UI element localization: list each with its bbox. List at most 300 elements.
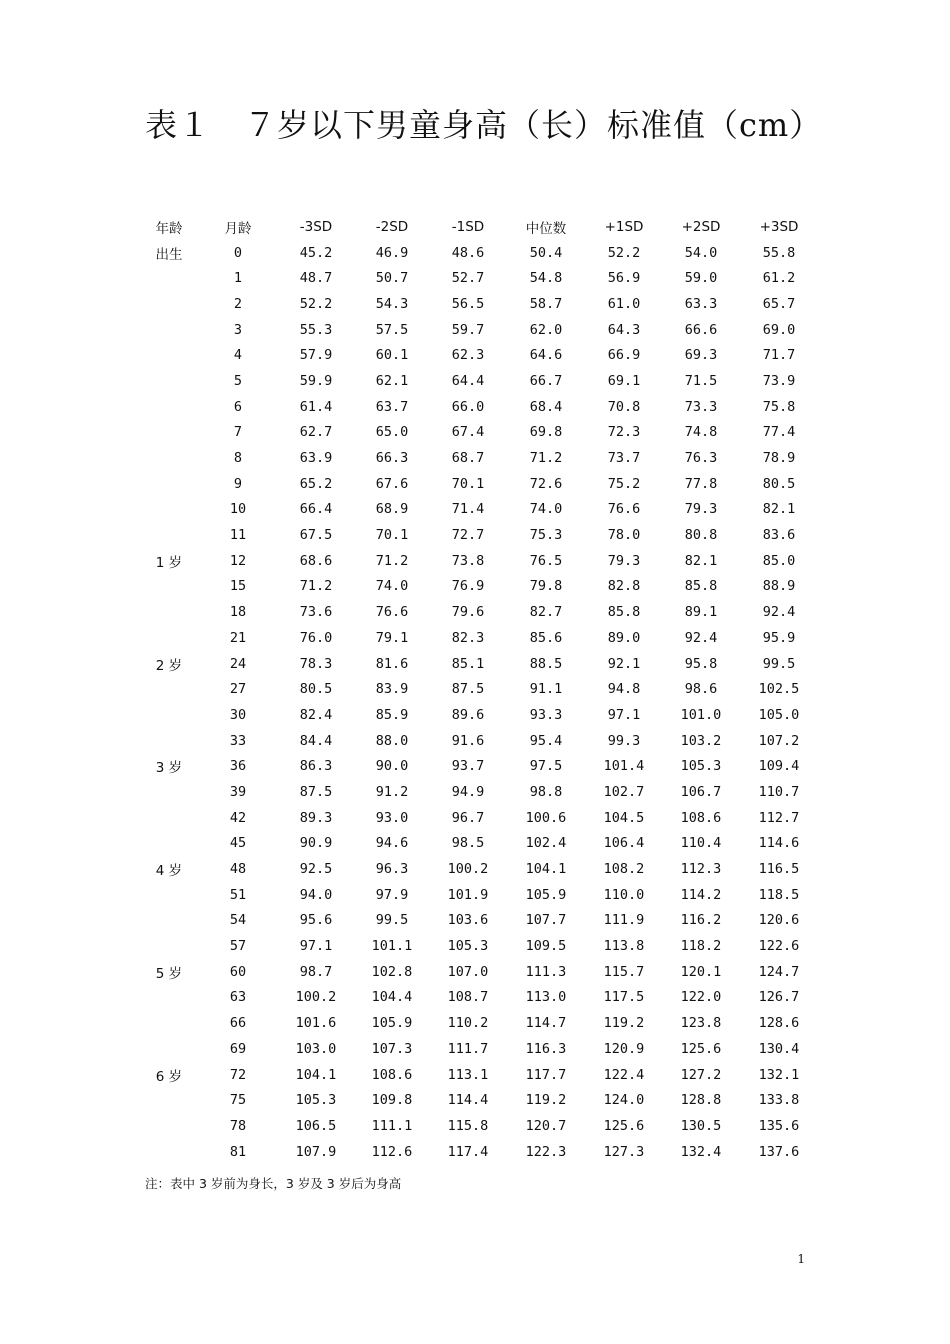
cell-month: 5: [233, 372, 243, 389]
cell-plus3sd: 83.6: [762, 527, 796, 544]
cell-median: 109.5: [525, 938, 567, 955]
cell-month: 66: [229, 1015, 247, 1032]
cell-age: [140, 779, 198, 805]
cell-minus3sd: 104.1: [295, 1066, 337, 1083]
cell-minus3sd: 63.9: [299, 450, 333, 467]
cell-plus3sd: 80.5: [762, 475, 796, 492]
table-row: [140, 1113, 818, 1139]
cell-plus1sd: 101.4: [603, 758, 645, 775]
cell-minus2sd: 71.2: [375, 552, 409, 569]
cell-minus3sd: 101.6: [295, 1015, 337, 1032]
cell-plus2sd: 71.5: [684, 372, 718, 389]
cell-month: 36: [229, 758, 247, 775]
cell-minus2sd: 93.0: [375, 809, 409, 826]
page-number: 1: [797, 1252, 805, 1266]
column-header-month: 月龄: [224, 220, 252, 237]
cell-minus1sd: 94.9: [451, 783, 485, 800]
cell-median: 88.5: [529, 655, 563, 672]
table-row: [140, 574, 818, 600]
cell-plus2sd: 114.2: [680, 886, 722, 903]
cell-median: 117.7: [525, 1066, 567, 1083]
cell-minus1sd: 56.5: [451, 295, 485, 312]
table-row: [140, 753, 818, 779]
cell-month: 4: [233, 347, 243, 364]
cell-plus3sd: 99.5: [762, 655, 796, 672]
cell-month: 9: [233, 475, 243, 492]
table-row: [140, 856, 818, 882]
cell-plus3sd: 102.5: [758, 681, 800, 698]
cell-minus2sd: 79.1: [375, 629, 409, 646]
cell-minus2sd: 105.9: [371, 1015, 413, 1032]
cell-age: [140, 728, 198, 754]
cell-plus2sd: 82.1: [684, 552, 718, 569]
cell-plus3sd: 95.9: [762, 629, 796, 646]
cell-month: 6: [233, 398, 243, 415]
cell-plus3sd: 105.0: [758, 706, 800, 723]
cell-plus3sd: 133.8: [758, 1092, 800, 1109]
cell-age: [140, 908, 198, 934]
cell-plus3sd: 71.7: [762, 347, 796, 364]
cell-minus2sd: 68.9: [375, 501, 409, 518]
cell-plus3sd: 130.4: [758, 1040, 800, 1057]
cell-plus2sd: 66.6: [684, 321, 718, 338]
cell-age: 6 岁: [155, 1068, 183, 1085]
cell-age: [140, 291, 198, 317]
table-row: [140, 522, 818, 548]
table-row: [140, 548, 818, 574]
cell-minus3sd: 89.3: [299, 809, 333, 826]
cell-plus3sd: 88.9: [762, 578, 796, 595]
cell-plus1sd: 115.7: [603, 963, 645, 980]
cell-minus2sd: 65.0: [375, 424, 409, 441]
cell-minus3sd: 59.9: [299, 372, 333, 389]
cell-plus3sd: 114.6: [758, 835, 800, 852]
cell-age: [140, 342, 198, 368]
cell-minus3sd: 97.1: [299, 938, 333, 955]
cell-plus1sd: 70.8: [607, 398, 641, 415]
cell-plus2sd: 73.3: [684, 398, 718, 415]
cell-minus2sd: 54.3: [375, 295, 409, 312]
cell-plus3sd: 110.7: [758, 783, 800, 800]
table-row: [140, 1062, 818, 1088]
cell-median: 98.8: [529, 783, 563, 800]
cell-plus2sd: 122.0: [680, 989, 722, 1006]
cell-plus2sd: 101.0: [680, 706, 722, 723]
cell-minus3sd: 84.4: [299, 732, 333, 749]
table-row: [140, 497, 818, 523]
cell-plus3sd: 107.2: [758, 732, 800, 749]
cell-plus2sd: 89.1: [684, 604, 718, 621]
cell-plus2sd: 130.5: [680, 1117, 722, 1134]
cell-minus3sd: 100.2: [295, 989, 337, 1006]
cell-median: 105.9: [525, 886, 567, 903]
cell-month: 39: [229, 783, 247, 800]
column-header-minus3sd: -3SD: [299, 218, 333, 235]
table-row: [140, 676, 818, 702]
cell-minus2sd: 96.3: [375, 861, 409, 878]
cell-minus3sd: 73.6: [299, 604, 333, 621]
cell-age: [140, 265, 198, 291]
cell-minus2sd: 104.4: [371, 989, 413, 1006]
table-row: [140, 317, 818, 343]
cell-median: 104.1: [525, 861, 567, 878]
cell-minus2sd: 102.8: [371, 963, 413, 980]
cell-plus2sd: 85.8: [684, 578, 718, 595]
cell-month: 12: [229, 552, 247, 569]
cell-age: [140, 1139, 198, 1165]
cell-month: 24: [229, 655, 247, 672]
column-header-minus1sd: -1SD: [451, 218, 485, 235]
cell-month: 2: [233, 295, 243, 312]
cell-minus3sd: 61.4: [299, 398, 333, 415]
cell-plus2sd: 80.8: [684, 527, 718, 544]
page-title: 表１ ７岁以下男童身高（长）标准值（cm）: [145, 106, 823, 144]
cell-plus1sd: 99.3: [607, 732, 641, 749]
cell-plus1sd: 85.8: [607, 604, 641, 621]
cell-plus3sd: 78.9: [762, 450, 796, 467]
cell-median: 111.3: [525, 963, 567, 980]
cell-minus3sd: 78.3: [299, 655, 333, 672]
cell-minus2sd: 57.5: [375, 321, 409, 338]
cell-month: 78: [229, 1117, 247, 1134]
cell-plus1sd: 73.7: [607, 450, 641, 467]
cell-minus1sd: 71.4: [451, 501, 485, 518]
cell-minus1sd: 67.4: [451, 424, 485, 441]
table-row: [140, 831, 818, 857]
cell-minus3sd: 86.3: [299, 758, 333, 775]
cell-plus3sd: 126.7: [758, 989, 800, 1006]
cell-minus1sd: 117.4: [447, 1143, 489, 1160]
table-row: [140, 779, 818, 805]
cell-plus3sd: 77.4: [762, 424, 796, 441]
cell-minus1sd: 70.1: [451, 475, 485, 492]
cell-median: 79.8: [529, 578, 563, 595]
cell-minus3sd: 66.4: [299, 501, 333, 518]
cell-plus1sd: 76.6: [607, 501, 641, 518]
cell-minus3sd: 57.9: [299, 347, 333, 364]
cell-minus3sd: 45.2: [299, 244, 333, 261]
cell-minus3sd: 52.2: [299, 295, 333, 312]
table-row: [140, 265, 818, 291]
cell-minus3sd: 62.7: [299, 424, 333, 441]
cell-plus1sd: 127.3: [603, 1143, 645, 1160]
cell-median: 66.7: [529, 372, 563, 389]
cell-minus1sd: 96.7: [451, 809, 485, 826]
cell-minus3sd: 76.0: [299, 629, 333, 646]
column-header-median: 中位数: [525, 220, 567, 237]
cell-month: 42: [229, 809, 247, 826]
cell-minus3sd: 106.5: [295, 1117, 337, 1134]
cell-plus2sd: 110.4: [680, 835, 722, 852]
cell-median: 58.7: [529, 295, 563, 312]
cell-minus2sd: 74.0: [375, 578, 409, 595]
cell-plus1sd: 122.4: [603, 1066, 645, 1083]
cell-minus1sd: 115.8: [447, 1117, 489, 1134]
cell-minus1sd: 87.5: [451, 681, 485, 698]
cell-minus2sd: 88.0: [375, 732, 409, 749]
cell-median: 82.7: [529, 604, 563, 621]
cell-minus1sd: 91.6: [451, 732, 485, 749]
cell-minus2sd: 97.9: [375, 886, 409, 903]
table-row: [140, 1139, 818, 1165]
cell-minus1sd: 68.7: [451, 450, 485, 467]
cell-median: 100.6: [525, 809, 567, 826]
cell-month: 1: [233, 270, 243, 287]
cell-minus3sd: 90.9: [299, 835, 333, 852]
cell-minus2sd: 90.0: [375, 758, 409, 775]
table-row: [140, 908, 818, 934]
cell-age: [140, 702, 198, 728]
cell-minus2sd: 50.7: [375, 270, 409, 287]
cell-month: 0: [233, 244, 243, 261]
cell-plus3sd: 73.9: [762, 372, 796, 389]
cell-minus1sd: 93.7: [451, 758, 485, 775]
cell-age: [140, 317, 198, 343]
table-row: [140, 651, 818, 677]
cell-minus2sd: 111.1: [371, 1117, 413, 1134]
cell-age: [140, 574, 198, 600]
cell-age: 5 岁: [155, 965, 183, 982]
cell-age: [140, 1010, 198, 1036]
cell-median: 69.8: [529, 424, 563, 441]
cell-age: 2 岁: [155, 657, 183, 674]
cell-plus1sd: 125.6: [603, 1117, 645, 1134]
cell-plus3sd: 65.7: [762, 295, 796, 312]
cell-month: 57: [229, 938, 247, 955]
cell-minus1sd: 98.5: [451, 835, 485, 852]
cell-plus3sd: 122.6: [758, 938, 800, 955]
table-row: [140, 445, 818, 471]
cell-minus3sd: 95.6: [299, 912, 333, 929]
cell-plus2sd: 123.8: [680, 1015, 722, 1032]
cell-median: 93.3: [529, 706, 563, 723]
cell-minus1sd: 110.2: [447, 1015, 489, 1032]
cell-minus1sd: 72.7: [451, 527, 485, 544]
cell-median: 116.3: [525, 1040, 567, 1057]
cell-plus2sd: 59.0: [684, 270, 718, 287]
cell-median: 74.0: [529, 501, 563, 518]
cell-median: 97.5: [529, 758, 563, 775]
cell-minus2sd: 109.8: [371, 1092, 413, 1109]
cell-minus1sd: 76.9: [451, 578, 485, 595]
table-row: [140, 933, 818, 959]
cell-plus3sd: 69.0: [762, 321, 796, 338]
cell-plus3sd: 135.6: [758, 1117, 800, 1134]
cell-plus2sd: 112.3: [680, 861, 722, 878]
cell-plus2sd: 92.4: [684, 629, 718, 646]
cell-plus1sd: 92.1: [607, 655, 641, 672]
cell-median: 68.4: [529, 398, 563, 415]
cell-minus3sd: 87.5: [299, 783, 333, 800]
cell-plus3sd: 128.6: [758, 1015, 800, 1032]
table-row: [140, 291, 818, 317]
cell-median: 102.4: [525, 835, 567, 852]
cell-median: 107.7: [525, 912, 567, 929]
cell-plus2sd: 79.3: [684, 501, 718, 518]
table-row: [140, 240, 818, 266]
column-header-minus2sd: -2SD: [375, 218, 409, 235]
cell-minus2sd: 107.3: [371, 1040, 413, 1057]
cell-age: 4 岁: [155, 863, 183, 880]
cell-age: [140, 394, 198, 420]
table-header: [140, 214, 818, 240]
cell-month: 30: [229, 706, 247, 723]
cell-minus2sd: 67.6: [375, 475, 409, 492]
cell-month: 48: [229, 861, 247, 878]
cell-minus2sd: 60.1: [375, 347, 409, 364]
cell-minus2sd: 62.1: [375, 372, 409, 389]
cell-minus1sd: 113.1: [447, 1066, 489, 1083]
cell-median: 54.8: [529, 270, 563, 287]
table-row: [140, 471, 818, 497]
cell-minus1sd: 59.7: [451, 321, 485, 338]
cell-minus1sd: 66.0: [451, 398, 485, 415]
cell-minus1sd: 48.6: [451, 244, 485, 261]
cell-plus3sd: 61.2: [762, 270, 796, 287]
cell-plus2sd: 108.6: [680, 809, 722, 826]
cell-minus2sd: 66.3: [375, 450, 409, 467]
cell-month: 10: [229, 501, 247, 518]
cell-minus3sd: 103.0: [295, 1040, 337, 1057]
cell-median: 120.7: [525, 1117, 567, 1134]
table-note: 注：表中 3 岁前为身长，3 岁及 3 岁后为身高: [145, 1176, 402, 1191]
cell-minus2sd: 112.6: [371, 1143, 413, 1160]
table-row: [140, 959, 818, 985]
cell-plus2sd: 132.4: [680, 1143, 722, 1160]
cell-age: 出生: [155, 246, 183, 263]
cell-plus2sd: 76.3: [684, 450, 718, 467]
table-row: [140, 882, 818, 908]
cell-month: 15: [229, 578, 247, 595]
column-header-plus2sd: +2SD: [681, 218, 721, 235]
cell-age: [140, 1036, 198, 1062]
cell-plus2sd: 127.2: [680, 1066, 722, 1083]
cell-age: 1 岁: [155, 554, 183, 571]
cell-plus1sd: 108.2: [603, 861, 645, 878]
cell-age: [140, 933, 198, 959]
cell-plus1sd: 79.3: [607, 552, 641, 569]
cell-minus3sd: 107.9: [295, 1143, 337, 1160]
cell-minus1sd: 82.3: [451, 629, 485, 646]
cell-plus1sd: 104.5: [603, 809, 645, 826]
cell-minus2sd: 76.6: [375, 604, 409, 621]
cell-plus1sd: 106.4: [603, 835, 645, 852]
cell-minus3sd: 55.3: [299, 321, 333, 338]
cell-minus3sd: 105.3: [295, 1092, 337, 1109]
cell-plus1sd: 52.2: [607, 244, 641, 261]
cell-minus3sd: 92.5: [299, 861, 333, 878]
cell-median: 113.0: [525, 989, 567, 1006]
cell-plus3sd: 120.6: [758, 912, 800, 929]
table-row: [140, 1087, 818, 1113]
cell-plus1sd: 111.9: [603, 912, 645, 929]
cell-median: 95.4: [529, 732, 563, 749]
cell-median: 85.6: [529, 629, 563, 646]
table-row: [140, 368, 818, 394]
cell-minus1sd: 64.4: [451, 372, 485, 389]
cell-median: 119.2: [525, 1092, 567, 1109]
header-row: [140, 214, 818, 240]
cell-month: 72: [229, 1066, 247, 1083]
cell-age: [140, 445, 198, 471]
cell-month: 11: [229, 527, 247, 544]
table-row: [140, 420, 818, 446]
table-row: [140, 985, 818, 1011]
table-row: [140, 1010, 818, 1036]
cell-median: 62.0: [529, 321, 563, 338]
cell-plus1sd: 120.9: [603, 1040, 645, 1057]
cell-minus2sd: 83.9: [375, 681, 409, 698]
cell-plus2sd: 106.7: [680, 783, 722, 800]
cell-age: [140, 497, 198, 523]
cell-month: 75: [229, 1092, 247, 1109]
cell-plus1sd: 75.2: [607, 475, 641, 492]
cell-month: 45: [229, 835, 247, 852]
table-body: [140, 240, 818, 1165]
cell-plus3sd: 124.7: [758, 963, 800, 980]
cell-age: [140, 522, 198, 548]
cell-month: 7: [233, 424, 243, 441]
cell-plus1sd: 66.9: [607, 347, 641, 364]
cell-plus2sd: 69.3: [684, 347, 718, 364]
cell-median: 76.5: [529, 552, 563, 569]
cell-month: 54: [229, 912, 247, 929]
cell-minus2sd: 108.6: [371, 1066, 413, 1083]
cell-plus2sd: 116.2: [680, 912, 722, 929]
cell-minus3sd: 65.2: [299, 475, 333, 492]
cell-age: [140, 625, 198, 651]
table-row: [140, 728, 818, 754]
cell-minus2sd: 81.6: [375, 655, 409, 672]
cell-minus1sd: 103.6: [447, 912, 489, 929]
cell-plus2sd: 63.3: [684, 295, 718, 312]
cell-plus1sd: 89.0: [607, 629, 641, 646]
cell-month: 63: [229, 989, 247, 1006]
cell-plus3sd: 92.4: [762, 604, 796, 621]
cell-plus2sd: 74.8: [684, 424, 718, 441]
cell-month: 18: [229, 604, 247, 621]
cell-minus3sd: 82.4: [299, 706, 333, 723]
cell-minus3sd: 71.2: [299, 578, 333, 595]
cell-plus1sd: 113.8: [603, 938, 645, 955]
cell-plus2sd: 105.3: [680, 758, 722, 775]
cell-plus1sd: 56.9: [607, 270, 641, 287]
cell-plus1sd: 97.1: [607, 706, 641, 723]
table-row: [140, 702, 818, 728]
cell-minus1sd: 89.6: [451, 706, 485, 723]
cell-plus3sd: 137.6: [758, 1143, 800, 1160]
cell-plus3sd: 85.0: [762, 552, 796, 569]
cell-month: 69: [229, 1040, 247, 1057]
cell-minus3sd: 67.5: [299, 527, 333, 544]
cell-minus2sd: 101.1: [371, 938, 413, 955]
table-row: [140, 805, 818, 831]
cell-plus1sd: 72.3: [607, 424, 641, 441]
cell-median: 122.3: [525, 1143, 567, 1160]
cell-minus3sd: 94.0: [299, 886, 333, 903]
table-row: [140, 625, 818, 651]
cell-plus2sd: 77.8: [684, 475, 718, 492]
cell-median: 71.2: [529, 450, 563, 467]
cell-plus1sd: 64.3: [607, 321, 641, 338]
cell-minus1sd: 79.6: [451, 604, 485, 621]
cell-month: 51: [229, 886, 247, 903]
cell-plus3sd: 55.8: [762, 244, 796, 261]
cell-month: 21: [229, 629, 247, 646]
cell-minus2sd: 94.6: [375, 835, 409, 852]
column-header-plus3sd: +3SD: [759, 218, 799, 235]
cell-minus1sd: 100.2: [447, 861, 489, 878]
